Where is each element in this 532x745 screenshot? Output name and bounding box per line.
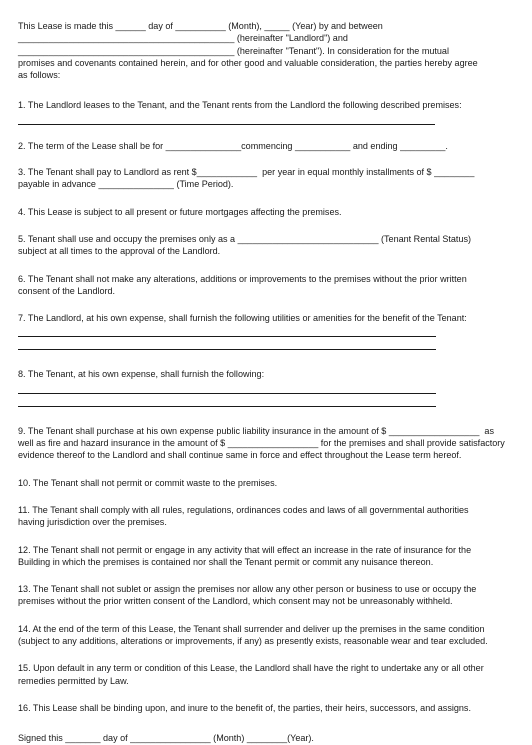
clause-12: [18, 544, 524, 569]
blank-line: [18, 383, 436, 394]
clause-6: [18, 273, 524, 298]
clause-text: 2. The term of the Lease shall be for _______________commencing ___________ and ending _________.: [18, 140, 448, 151]
clause-text: Building in which the premises is contained nor shall the Tenant permit or commit any nuisance thereon.: [18, 556, 434, 567]
clause-text: 1. The Landlord leases to the Tenant, and the Tenant rents from the Landlord the following described premises:: [18, 100, 462, 111]
clause-text: payable in advance _______________ (Time Period).: [18, 179, 234, 190]
clause-13: [18, 583, 524, 608]
clause-text: 15. Upon default in any term or condition of this Lease, the Landlord shall have the right to undertake any or all other: [18, 663, 484, 674]
clause-2: [18, 140, 524, 152]
clause-text: evidence thereof to the Landlord and shall continue same in force and effect throughout the Lease term hereof.: [18, 450, 462, 461]
clause-text: 7. The Landlord, at his own expense, shall furnish the following utilities or amenities for the benefit of the Tenant:: [18, 313, 467, 324]
signature-line: [18, 732, 524, 744]
clause-text: 10. The Tenant shall not permit or commit waste to the premises.: [18, 477, 278, 488]
clause-16: [18, 702, 524, 714]
clause-text: subject at all times to the approval of the Landlord.: [18, 246, 221, 257]
intro-line: ___________________________________________ (hereinafter "Landlord") and: [18, 33, 348, 44]
clause-text: 16. This Lease shall be binding upon, and inure to the benefit of, the parties, their heirs, successors, and assigns.: [18, 702, 471, 713]
clause-text: consent of the Landlord.: [18, 285, 116, 296]
intro-line: promises and covenants contained herein, and for other good and valuable consideration, the parties hereby agree: [18, 57, 478, 68]
clause-4: [18, 206, 524, 218]
clause-text: remedies permitted by Law.: [18, 675, 129, 686]
clause-text: 8. The Tenant, at his own expense, shall furnish the following:: [18, 369, 265, 380]
intro-line: This Lease is made this ______ day of __________ (Month), _____ (Year) by and between: [18, 21, 383, 31]
clause-9: [18, 425, 524, 462]
clause-text: (subject to any additions, alterations or improvements, if any) as presently exists, reasonable wear and tear excluded.: [18, 636, 488, 647]
clause-text: 12. The Tenant shall not permit or engage in any activity that will effect an increase in the rate of insurance for the: [18, 544, 472, 555]
clause-8: [18, 368, 524, 406]
clause-10: [18, 477, 524, 489]
clause-1: [18, 99, 524, 124]
clause-text: 14. At the end of the term of this Lease, the Tenant shall surrender and deliver up the premises in the same condition: [18, 623, 485, 634]
lease-document: [18, 20, 524, 745]
clause-text: 5. Tenant shall use and occupy the premises only as a ____________________________ (Tenant Rental Status): [18, 233, 472, 244]
blank-line: [18, 326, 436, 337]
clause-text: 3. The Tenant shall pay to Landlord as rent $____________ per year in equal monthly installments of $ ________: [18, 167, 475, 178]
clause-text: 4. This Lease is subject to all present or future mortgages affecting the premises.: [18, 206, 342, 217]
clause-11: [18, 504, 524, 529]
clause-text: having jurisdiction over the premises.: [18, 517, 167, 528]
blank-line: [18, 396, 436, 407]
signed-text: Signed this _______ day of ________________ (Month) ________(Year).: [18, 733, 314, 744]
clause-text: 9. The Tenant shall purchase at his own expense public liability insurance in the amount of $ __________________ as: [18, 425, 494, 436]
intro-line: ___________________________________________ (hereinafter "Tenant"). In consideration for the mutual: [18, 45, 449, 56]
clause-7: [18, 312, 524, 350]
clause-text: well as fire and hazard insurance in the amount of $ __________________ for the premises and shall provide satisfactory: [18, 438, 505, 449]
blank-line: [18, 339, 436, 350]
intro-line: as follows:: [18, 70, 61, 81]
clause-15: [18, 662, 524, 687]
clause-text: premises without the prior written consent of the Landlord, which consent may not be unreasonably withheld.: [18, 596, 453, 607]
clause-text: 6. The Tenant shall not make any alterations, additions or improvements to the premises without the prior written: [18, 273, 467, 284]
blank-line: [18, 114, 435, 125]
clause-text: 11. The Tenant shall comply with all rules, regulations, ordinances codes and laws of all governmental authorities: [18, 504, 469, 515]
clause-14: [18, 623, 524, 648]
intro-paragraph: [18, 20, 524, 81]
clause-3: [18, 166, 524, 191]
clause-text: 13. The Tenant shall not sublet or assign the premises nor allow any other person or business to use or occupy the: [18, 584, 477, 595]
clause-5: [18, 233, 524, 258]
